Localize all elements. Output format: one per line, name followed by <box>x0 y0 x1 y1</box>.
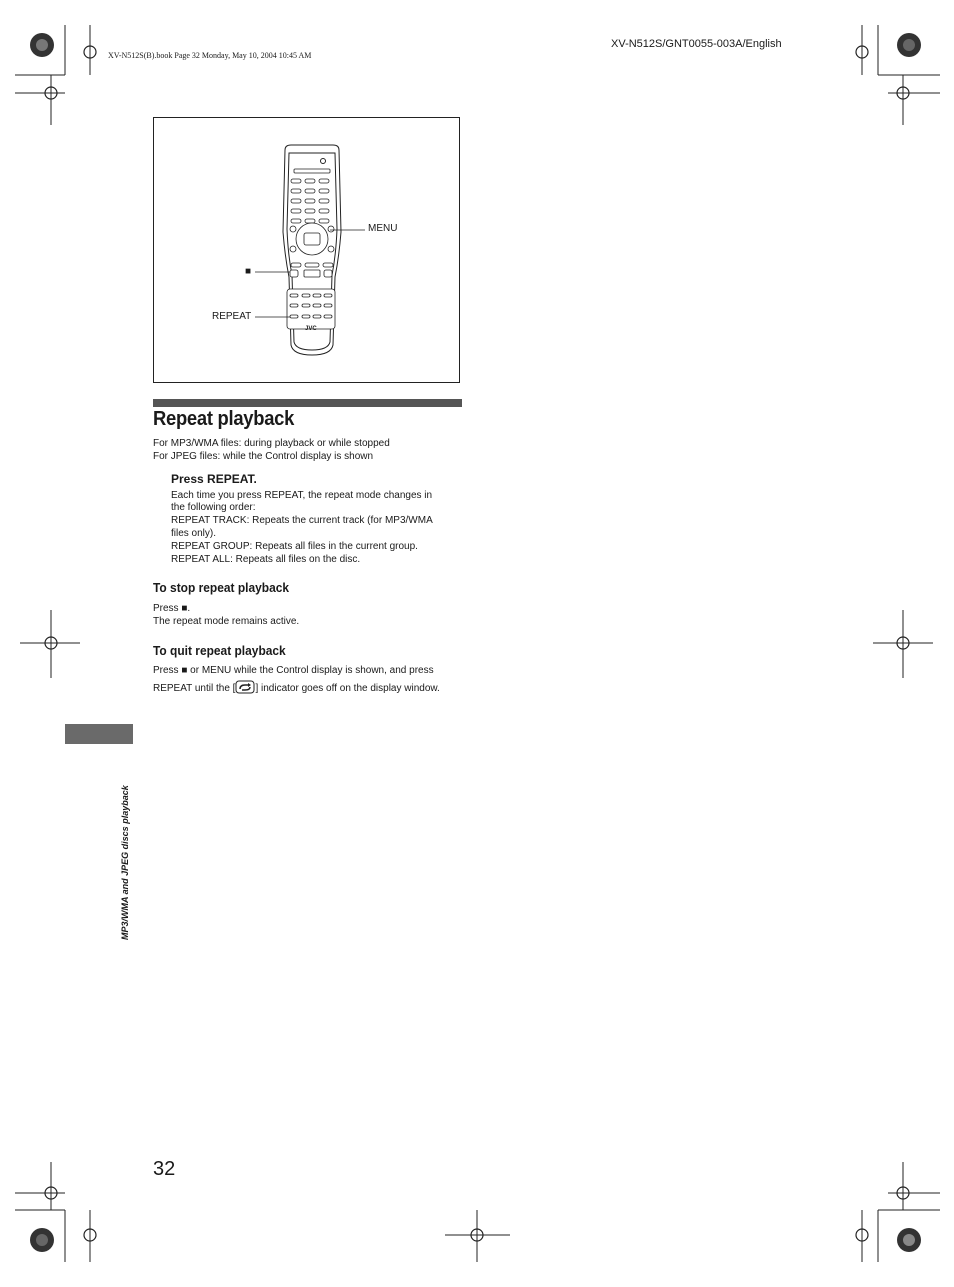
stop-text-line: The repeat mode remains active. <box>153 616 300 627</box>
stop-heading: To stop repeat playback <box>153 580 290 595</box>
quit-text-after: ] indicator goes off on the display window. <box>255 683 440 694</box>
quit-text-line: Press ■ or MENU while the Control display is shown, and press <box>153 665 434 676</box>
quit-text-before: REPEAT until the [ <box>153 683 236 694</box>
remote-control-illustration <box>153 117 462 385</box>
book-file-line: XV-N512S(B).book Page 32 Monday, May 10, 2004 10:45 AM <box>108 51 312 60</box>
stop-callout: ■ <box>245 266 252 277</box>
intro-line: For JPEG files: while the Control display is shown <box>153 451 374 462</box>
page-title: Repeat playback <box>153 408 295 430</box>
section-divider <box>153 399 462 407</box>
step-text-line: REPEAT ALL: Repeats all files on the disc. <box>171 554 361 565</box>
repeat-callout: REPEAT <box>212 311 252 322</box>
step-text-line: REPEAT TRACK: Repeats the current track (for MP3/WMA <box>171 515 433 526</box>
quit-text-line-2 <box>153 680 440 695</box>
brand-logo: JVC <box>305 326 317 332</box>
step-text-line: REPEAT GROUP: Repeats all files in the current group. <box>171 541 418 552</box>
step-text-line: the following order: <box>171 502 256 513</box>
quit-heading: To quit repeat playback <box>153 643 286 658</box>
page-number: 32 <box>153 1158 176 1180</box>
step-title: Press REPEAT. <box>171 472 257 486</box>
chapter-tab <box>65 724 133 744</box>
step-text-line: Each time you press REPEAT, the repeat mode changes in <box>171 490 433 501</box>
intro-line: For MP3/WMA files: during playback or while stopped <box>153 438 390 449</box>
repeat-icon <box>235 680 255 694</box>
stop-text-line: Press ■. <box>153 603 191 614</box>
document-code: XV-N512S/GNT0055-003A/English <box>611 38 782 50</box>
chapter-tab-label: MP3/WMA and JPEG discs playback <box>120 785 130 940</box>
step-text-line: files only). <box>171 528 217 539</box>
menu-callout: MENU <box>368 223 398 234</box>
